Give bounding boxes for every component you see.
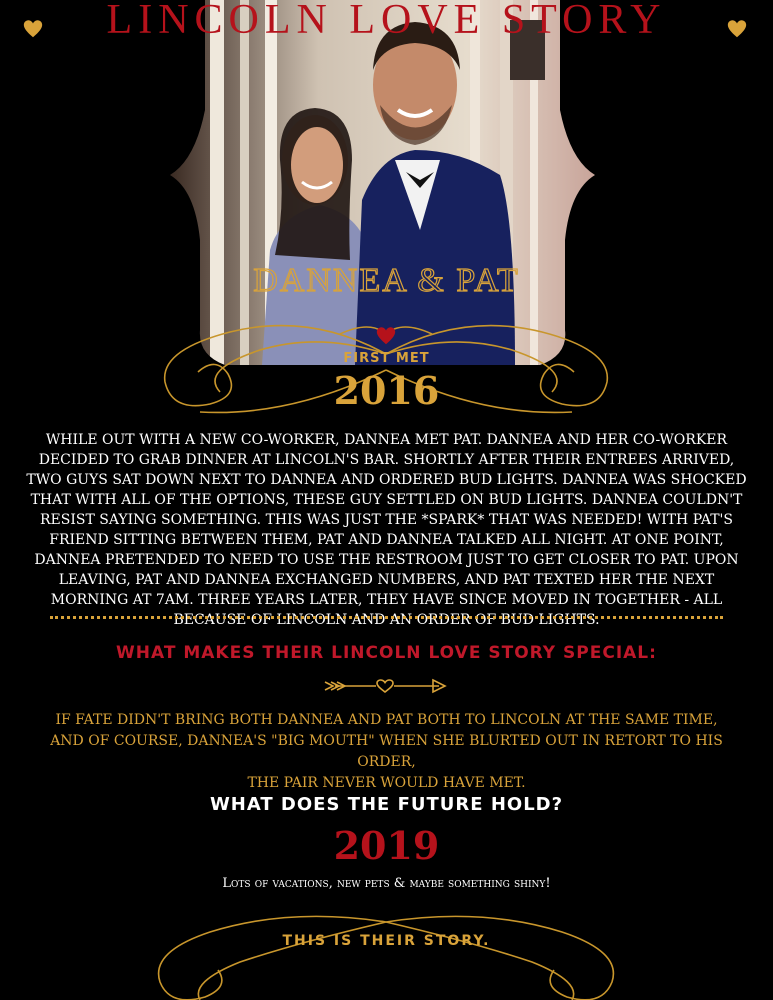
first-met-year: 2016: [333, 368, 440, 413]
dotted-divider: [50, 616, 723, 619]
story-paragraph: WHILE OUT WITH A NEW CO-WORKER, DANNEA MET PAT. DANNEA AND HER CO-WORKER DECIDED TO GRAB DINNER AT LINCOLN'S BAR. SHORTLY AFTER THEIR ENTREES ARRIVED, TWO GUYS SAT DOWN NEXT TO DANNEA AND ORDERED BUD LIGHTS. DANNEA WAS SHOCKED THAT WITH ALL OF THE OPTIONS, THESE GUY SETTLED ON BUD LIGHTS. DANNEA COULDN'T RESIST SAYING SOMETHING. THIS WAS JUST THE *SPARK* THAT WAS NEEDED! WITH PAT'S FRIEND SITTING BETWEEN THEM, PAT AND DANNEA TALKED ALL NIGHT. AT ONE POINT, DANNEA PRETENDED TO NEED TO USE THE RESTROOM JUST TO GET CLOSER TO PAT. UPON LEAVING, PAT AND DANNEA EXCHANGED NUMBERS, AND PAT TEXTED HER THE NEXT MORNING AT 7AM. THREE YEARS LATER, THEY HAVE SINCE MOVED IN TOGETHER - ALL BECAUSE OF LINCOLN AND AN ORDER OF BUD LIGHTS.: [26, 432, 747, 628]
heart-icon: [726, 18, 748, 40]
heart-icon: [22, 18, 44, 40]
flourish-ornament: [130, 912, 643, 1000]
couple-names: DANNEA & PAT: [253, 262, 520, 299]
special-line: AND OF COURSE, DANNEA'S "BIG MOUTH" WHEN SHE BLURTED OUT IN RETORT TO HIS ORDER,: [50, 733, 723, 770]
arrow-heart-icon: [323, 676, 449, 696]
future-text: Lots of vacations, new pets & maybe something shiny!: [222, 876, 551, 891]
special-line: THE PAIR NEVER WOULD HAVE MET.: [247, 775, 526, 791]
couple-photo: [170, 0, 595, 365]
heart-icon: [375, 325, 397, 347]
special-line: IF FATE DIDN'T BRING BOTH DANNEA AND PAT BOTH TO LINCOLN AT THE SAME TIME,: [55, 712, 718, 728]
future-heading: WHAT DOES THE FUTURE HOLD?: [209, 794, 564, 815]
page-title: LINCOLN LOVE STORY: [106, 0, 667, 43]
special-heading: WHAT MAKES THEIR LINCOLN LOVE STORY SPECIAL:: [116, 643, 657, 663]
future-year: 2019: [333, 823, 440, 868]
closing-text: THIS IS THEIR STORY.: [282, 933, 491, 949]
special-description: [20, 710, 753, 794]
first-met-label: FIRST MET: [343, 351, 430, 366]
